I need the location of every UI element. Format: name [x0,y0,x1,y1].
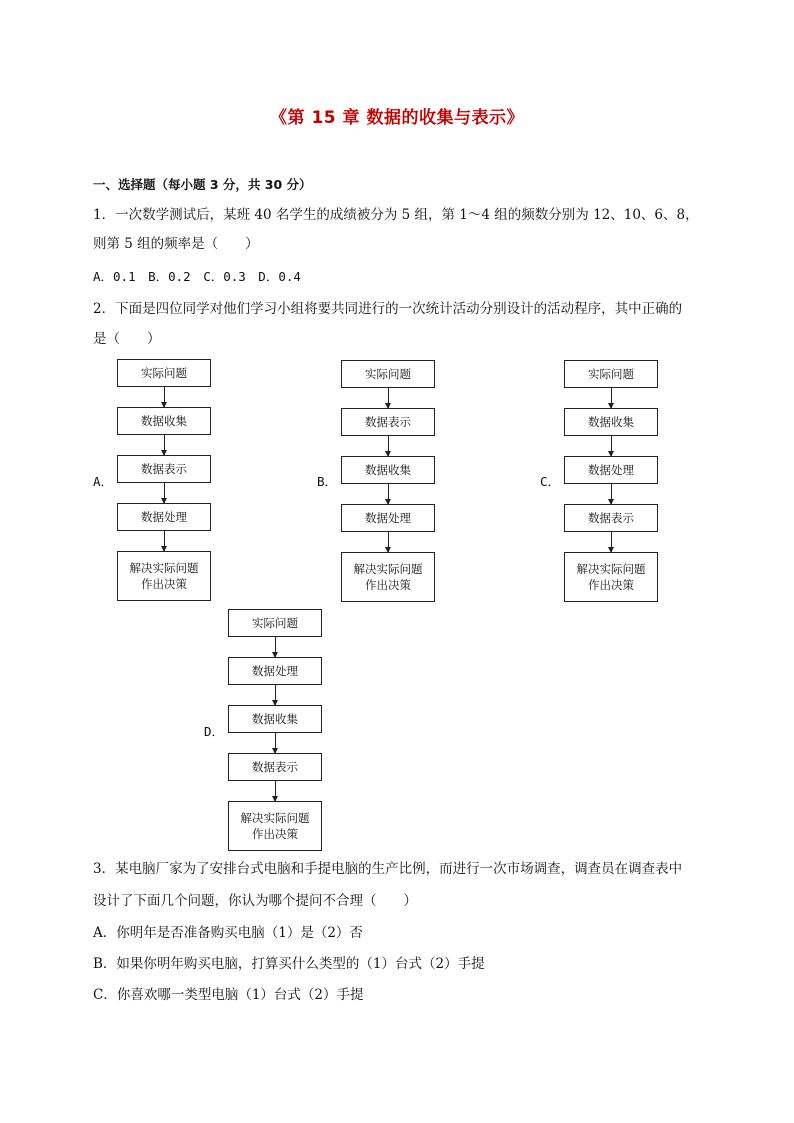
flow-d-step-3: 数据收集 [228,705,322,733]
flow-d-arrow-4 [275,781,276,801]
flow-d-final-line1: 解决实际问题 [240,811,310,825]
q3-text-line2: 设计了下面几个问题，你认为哪个提问不合理（ ） [93,893,417,909]
flow-c-final-line1: 解决实际问题 [576,562,646,576]
flow-c-step-4: 数据表示 [564,504,658,532]
flow-b-arrow-4 [388,532,389,552]
page-title: 《第 15 章 数据的收集与表示》 [270,108,524,128]
flow-d-arrow-3 [275,733,276,753]
option-a-label: A． [93,474,114,489]
flow-d-arrow-1 [275,637,276,657]
flow-a-step-2: 数据收集 [117,407,211,435]
q2-text-line1: 2．下面是四位同学对他们学习小组将要共同进行的一次统计活动分别设计的活动程序，其中正确的 [93,301,683,317]
flow-c-step-3: 数据处理 [564,456,658,484]
flow-d-step-1: 实际问题 [228,609,322,637]
flow-b-step-1: 实际问题 [341,360,435,388]
flow-a-step-3: 数据表示 [117,455,211,483]
flow-a-arrow-1 [164,387,165,407]
flow-b-final-line2: 作出决策 [365,578,411,592]
flow-c-step-2: 数据收集 [564,408,658,436]
flow-d-step-4: 数据表示 [228,753,322,781]
flow-a-step-1: 实际问题 [117,359,211,387]
option-d-label: D． [204,724,225,739]
flow-c-arrow-2 [611,436,612,456]
flow-c-arrow-3 [611,484,612,504]
option-c-label: C． [540,474,561,489]
q3-text-line1: 3．某电脑厂家为了安排台式电脑和手提电脑的生产比例，而进行一次市场调查，调查员在调查表中 [93,861,683,877]
flow-d-step-2: 数据处理 [228,657,322,685]
flow-a-final-line2: 作出决策 [141,577,187,591]
flow-c-final-line2: 作出决策 [588,578,634,592]
flow-b-arrow-1 [388,388,389,408]
flow-a-step-4: 数据处理 [117,503,211,531]
flow-b-arrow-2 [388,436,389,456]
flow-a-final-step [117,551,211,601]
q3-option-c: C．你喜欢哪一类型电脑（1）台式（2）手提 [93,987,364,1003]
flow-b-step-2: 数据表示 [341,408,435,436]
q1-text-line1: 1．一次数学测试后，某班 40 名学生的成绩被分为 5 组，第 1～4 组的频数分别为 12、10、6、8， [93,207,699,223]
flow-c-step-1: 实际问题 [564,360,658,388]
flow-a-arrow-3 [164,483,165,503]
flow-b-arrow-3 [388,484,389,504]
q3-option-a: A．你明年是否准备购买电脑（1）是（2）否 [93,925,363,941]
flow-c-arrow-4 [611,532,612,552]
q2-text-line2: 是（ ） [93,331,161,347]
flow-d-final-step [228,801,322,851]
q1-text-line2: 则第 5 组的频率是（ ） [93,236,259,252]
flow-d-arrow-2 [275,685,276,705]
flow-b-step-3: 数据收集 [341,456,435,484]
flow-c-arrow-1 [611,388,612,408]
q3-option-b: B．如果你明年购买电脑，打算买什么类型的（1）台式（2）手提 [93,956,485,972]
section-heading: 一、选择题（每小题 3 分，共 30 分） [93,177,312,192]
option-b-label: B． [317,474,338,489]
flow-a-final-line1: 解决实际问题 [129,561,199,575]
flow-d-final-line2: 作出决策 [252,827,298,841]
flow-a-arrow-2 [164,435,165,455]
flow-a-arrow-4 [164,531,165,551]
flow-b-step-4: 数据处理 [341,504,435,532]
q1-options: A．0.1 B．0.2 C．0.3 D．0.4 [93,269,301,284]
flow-b-final-line1: 解决实际问题 [353,562,423,576]
flow-b-final-step [341,552,435,602]
flow-c-final-step [564,552,658,602]
